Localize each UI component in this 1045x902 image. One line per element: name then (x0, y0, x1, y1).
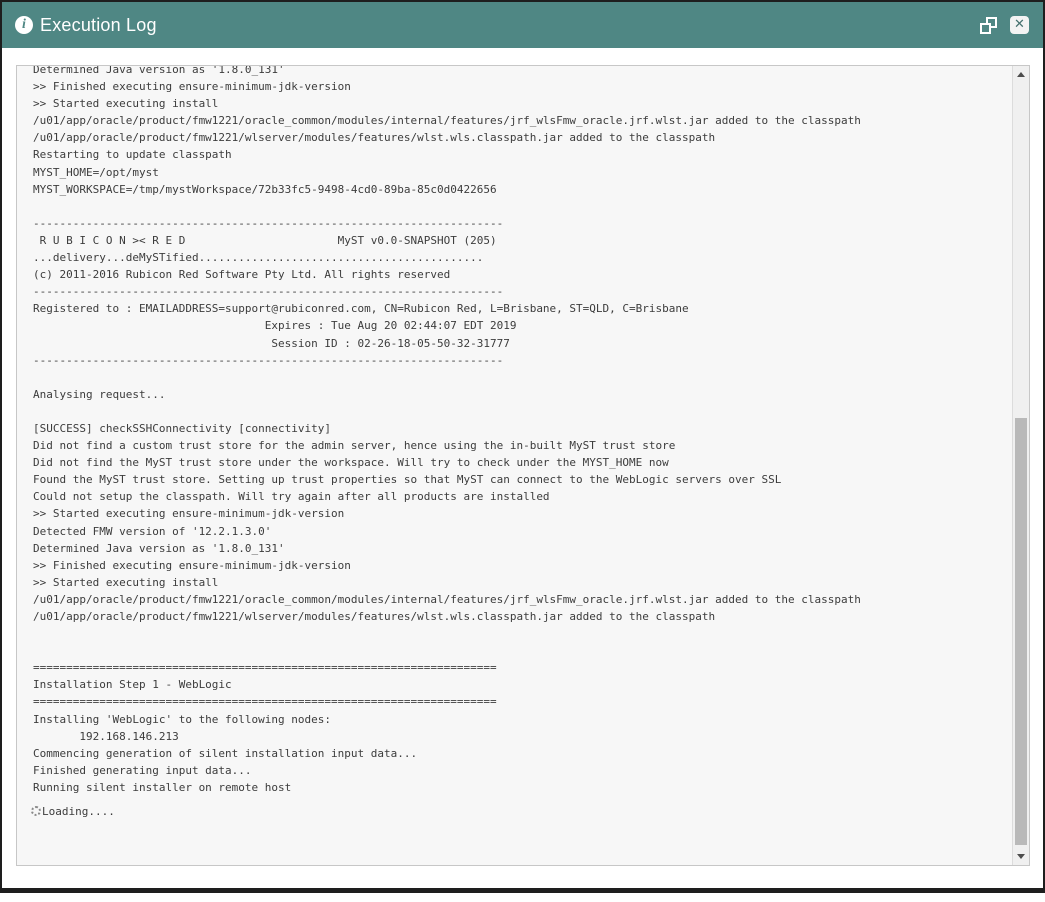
popout-icon[interactable] (980, 17, 997, 34)
log-panel[interactable] (16, 65, 1030, 866)
chevron-down-icon (1017, 854, 1025, 859)
scrollbar-thumb[interactable] (1015, 418, 1027, 845)
dialog-header (2, 2, 1043, 48)
info-icon: i (15, 16, 33, 34)
dialog-content (2, 48, 1043, 888)
log-lines: Determined Java version as '1.8.0_131' >> Finished executing ensure-minimum-jdk-version >> Started executing install /u01/app/oracle/product/fmw1221/oracle_common/modules/internal/features/jrf_wlsFmw_oracle.jrf.wlst.jar added to the classpath /u01/app/oracle/product/fmw1221/wlserver/modules/features/wlst.wls.classpath.jar added to the classpath Restarting to update classpath MYST_HOME=/opt/myst MYST_WORKSPACE=/tmp/mystWorkspace/72b33fc5-9498-4cd0-89ba-85c0d0422656 ----------------------------------------------------------------------- R U B I C O N >< R E D MyST v0.0-SNAPSHOT (205) ...delivery...deMySTified........................................... (c) 2011-2016 Rubicon Red Software Pty Ltd. All rights reserved ----------------------------------------------------------------------- Registered to : EMAILADDRESS=support@rubiconred.com, CN=Rubicon Red, L=Brisbane, ST=QLD, C=Brisbane Expires : Tue Aug 20 02:44:07 EDT 2019 Session ID : 02-26-18-05-50-32-31777 ----------------------------------------------------------------------- Analysing request... [SUCCESS] checkSSHConnectivity [connectivity] Did not find a custom trust store for the admin server, hence using the in-built MyST trust store Did not find the MyST trust store under the workspace. Will try to check under the MYST_HOME now Found the MyST trust store. Setting up trust properties so that MyST can connect to the WebLogic servers over SSL Could not setup the classpath. Will try again after all products are installed >> Started executing ensure-minimum-jdk-version Detected FMW version of '12.2.1.3.0' Determined Java version as '1.8.0_131' >> Finished executing ensure-minimum-jdk-version >> Started executing install /u01/app/oracle/product/fmw1221/oracle_common/modules/internal/features/jrf_wlsFmw_oracle.jrf.wlst.jar added to the classpath /u01/app/oracle/product/fmw1221/wlserver/modules/features/wlst.wls.classpath.jar added to the classpath ====================================================================== Installation Step 1 - WebLogic ====================================================================== Installing 'WebLogic' to the following nodes: 192.168.146.213 Commencing generation of silent installation input data... Finished generating input data... Running silent installer on remote host (33, 65, 861, 794)
window-controls (980, 2, 1029, 48)
loading-row (31, 802, 1029, 820)
spinner-icon (31, 806, 41, 816)
chevron-up-icon (1017, 72, 1025, 77)
dialog-title: Execution Log (40, 14, 157, 35)
vertical-scrollbar[interactable] (1012, 66, 1029, 865)
scroll-up-button[interactable] (1013, 66, 1029, 83)
scroll-down-button[interactable] (1013, 848, 1029, 865)
loading-text: Loading.... (42, 804, 115, 818)
popout-icon-front-square (980, 23, 991, 34)
close-icon[interactable]: ✕ (1010, 16, 1029, 34)
